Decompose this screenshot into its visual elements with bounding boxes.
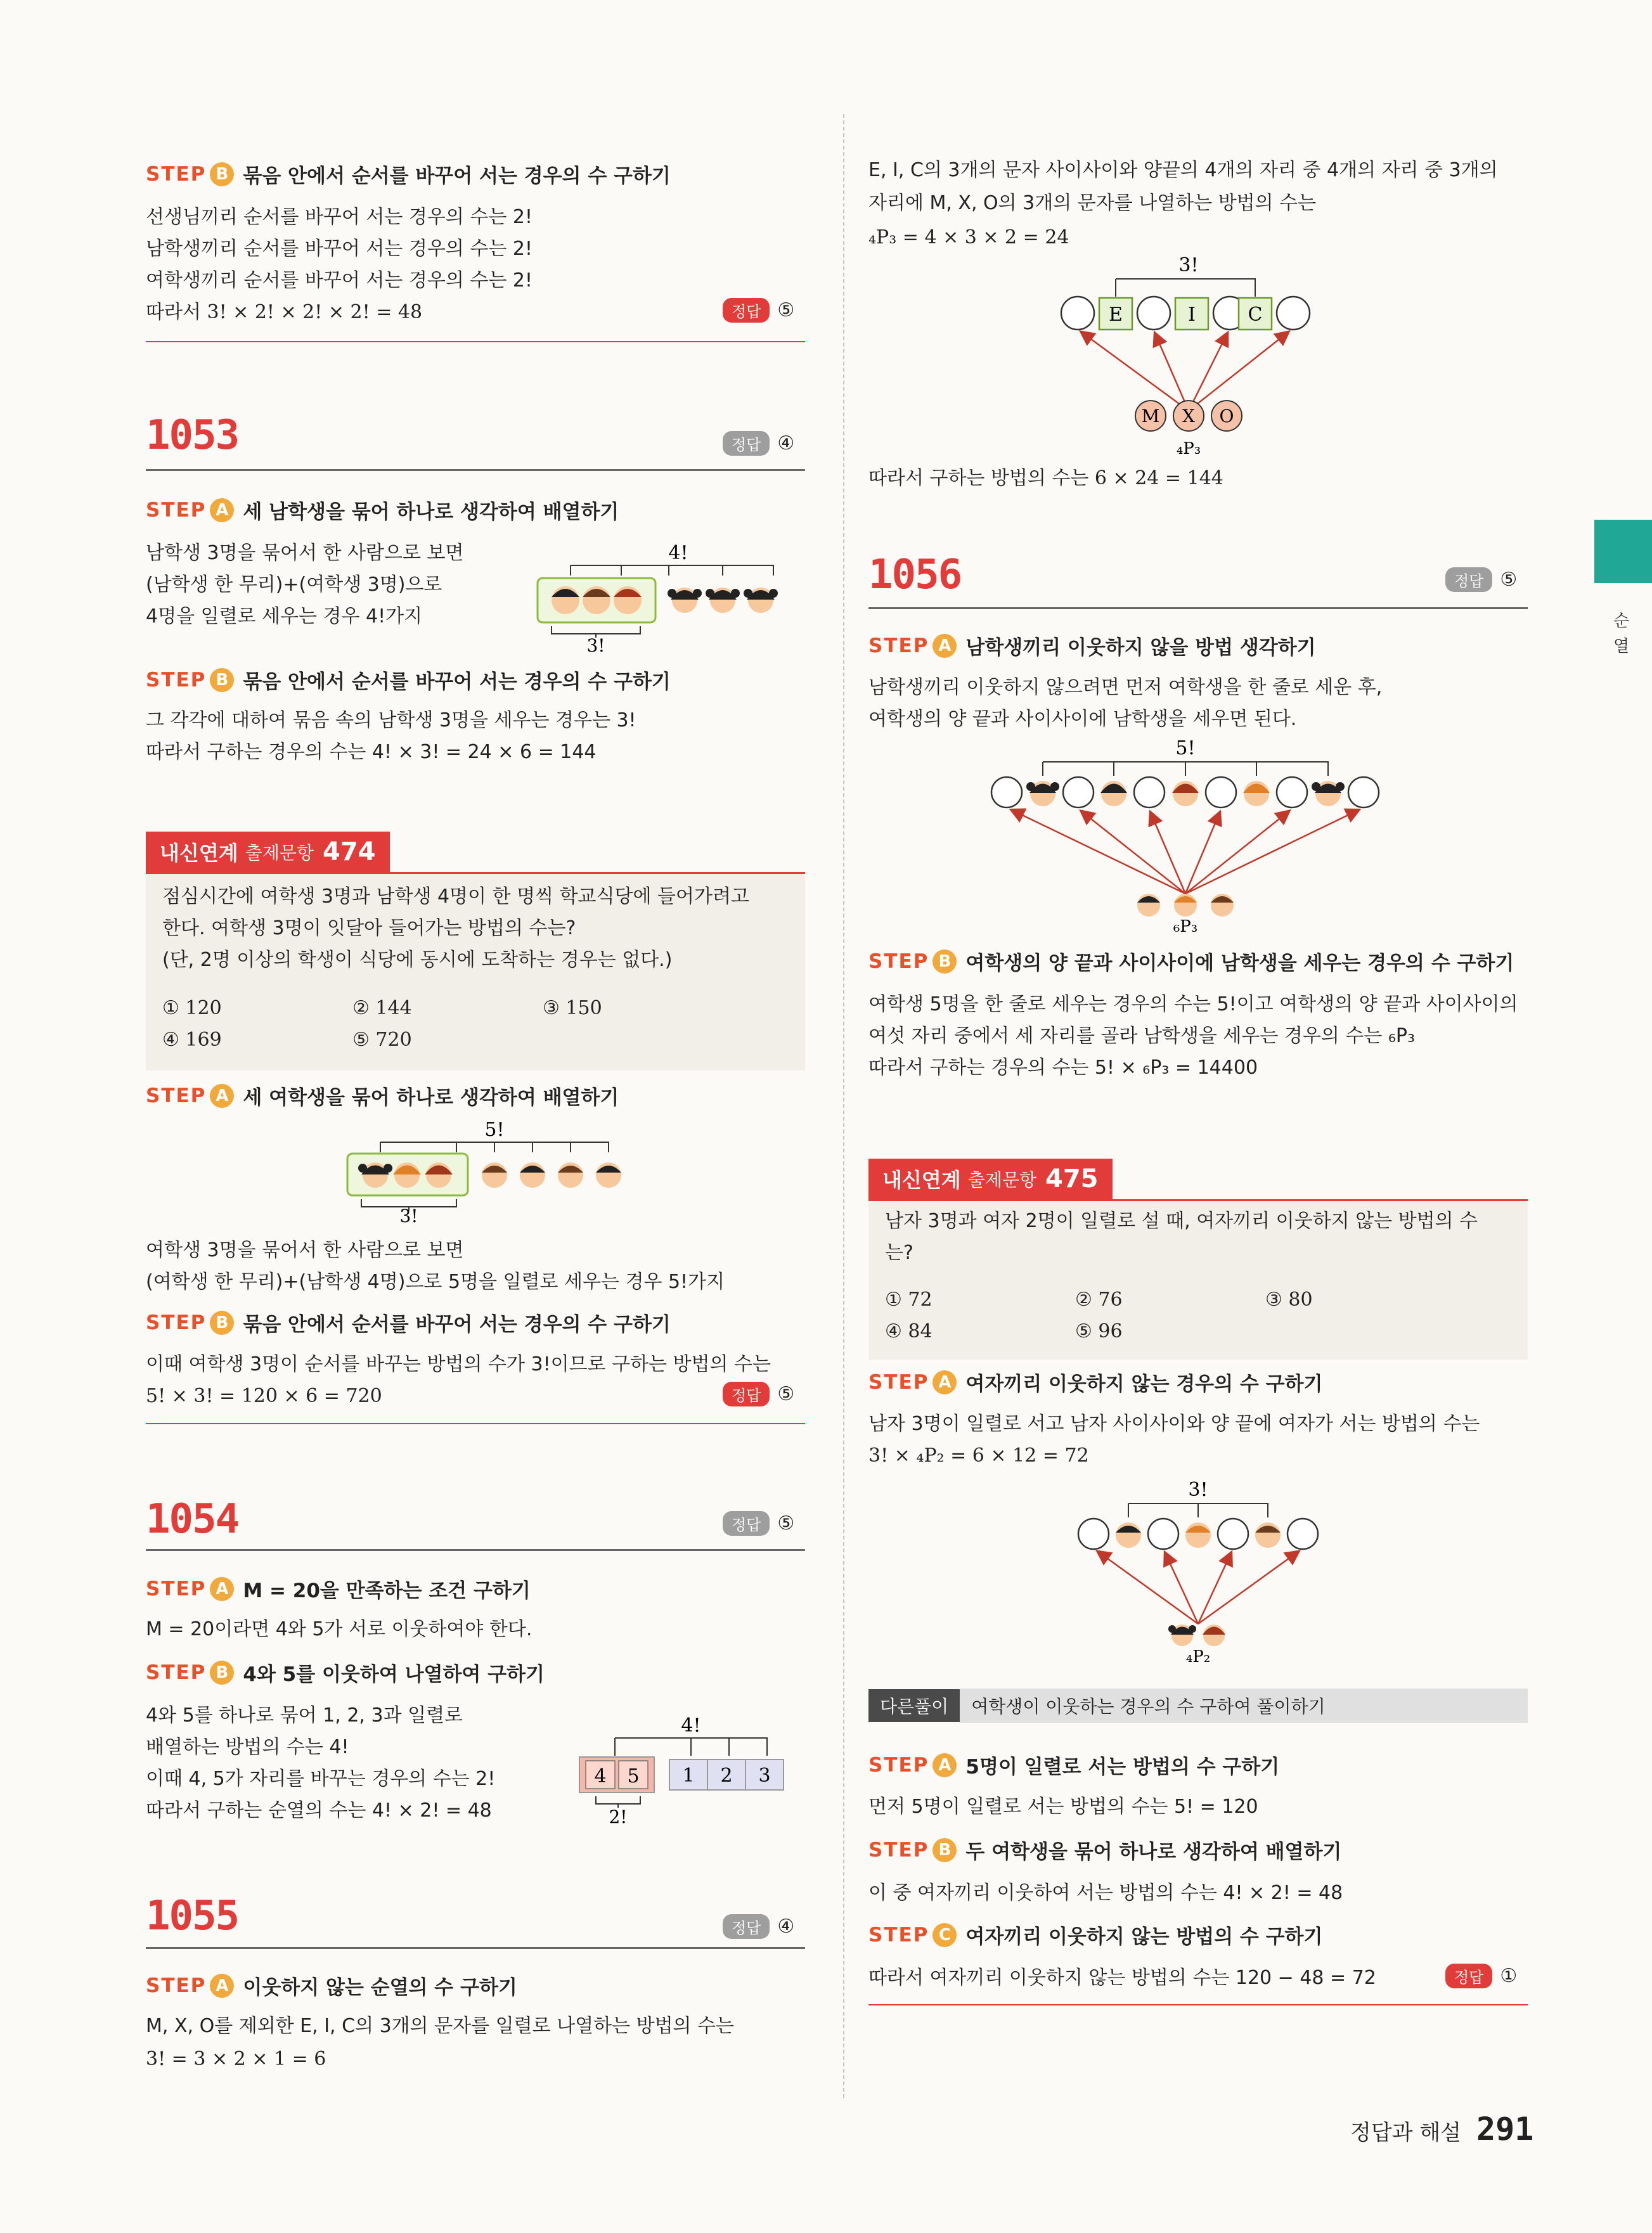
step-heading: STEP B 묶음 안에서 순서를 바꾸어 서는 경우의 수 구하기 bbox=[146, 1311, 671, 1336]
question-line: 한다. 여학생 3명이 잇달아 들어가는 방법의 수는? bbox=[162, 917, 576, 939]
text-line: 따라서 구하는 순열의 수는 4! × 2! = 48 bbox=[146, 1799, 492, 1822]
text-line: 남학생 3명을 묶어서 한 사람으로 보면 bbox=[146, 542, 464, 564]
problem-number: 1056 bbox=[868, 551, 962, 598]
boy-face-icon bbox=[552, 586, 579, 614]
boy-face-icon bbox=[482, 1162, 507, 1188]
answer-badge: 정답 ⑤ bbox=[1445, 567, 1517, 592]
fig-top-label: 3! bbox=[1178, 254, 1199, 276]
letter-box: C bbox=[1248, 304, 1263, 326]
step-heading: STEP A 남학생끼리 이웃하지 않을 방법 생각하기 bbox=[868, 634, 1316, 659]
slot-circle bbox=[1206, 777, 1236, 808]
letter-circle: O bbox=[1219, 406, 1234, 427]
step-heading: STEP A 세 여학생을 묶어 하나로 생각하여 배열하기 bbox=[146, 1084, 619, 1109]
slot-circle bbox=[1137, 297, 1170, 330]
problem-rule bbox=[146, 1947, 805, 1949]
chapter-tab-label: 순열 bbox=[1613, 612, 1630, 656]
text-line: 선생님끼리 순서를 바꾸어 서는 경우의 수는 2! bbox=[146, 206, 532, 228]
choice[interactable]: ⑤ 720 bbox=[352, 1029, 412, 1051]
problem-rule bbox=[868, 607, 1528, 609]
answer-badge: 정답 ⑤ bbox=[723, 1382, 794, 1406]
letter-circle: X bbox=[1182, 406, 1195, 427]
problem-rule bbox=[146, 469, 805, 471]
boy-face-icon bbox=[1116, 1522, 1141, 1548]
question-line: (단, 2명 이상의 학생이 식당에 동시에 도착하는 경우는 없다.) bbox=[162, 949, 673, 971]
boy-face-icon bbox=[614, 586, 642, 614]
fig-bottom-label: ₄P₃ bbox=[1176, 439, 1201, 458]
alternative-solution-header: 다른풀이 여학생이 이웃하는 경우의 수 구하여 풀이하기 bbox=[868, 1689, 1528, 1723]
step-heading: STEP B 묶음 안에서 순서를 바꾸어 서는 경우의 수 구하기 bbox=[146, 162, 671, 188]
text-line: E, I, C의 3개의 문자 사이사이와 양끝의 4개의 자리 중 4개의 자리 중 3개의 bbox=[868, 159, 1498, 181]
problem-rule bbox=[146, 1549, 805, 1551]
text-line: M = 20이라면 4와 5가 서로 이웃하여야 한다. bbox=[146, 1618, 532, 1640]
slot-circle bbox=[1348, 777, 1379, 808]
fig-top-label: 5! bbox=[484, 1119, 505, 1141]
choice[interactable]: ① 72 bbox=[885, 1289, 932, 1311]
digit: 5 bbox=[627, 1765, 640, 1787]
naesin-header: 내신연계 출제문항 474 bbox=[146, 832, 390, 872]
boy-face-icon bbox=[558, 1162, 583, 1188]
fig-top-label: 4! bbox=[668, 542, 688, 564]
letter-circle: M bbox=[1141, 406, 1160, 427]
slot-circle bbox=[991, 777, 1022, 808]
fig-bottom-label: ₆P₃ bbox=[1173, 917, 1198, 936]
text-line: 따라서 구하는 경우의 수는 5! × ₆P₃ = 14400 bbox=[868, 1057, 1258, 1079]
footer-label: 정답과 해설 bbox=[1350, 2120, 1462, 2146]
answer-badge: 정답 ① bbox=[1445, 1964, 1517, 1988]
question-line: 점심시간에 여학생 3명과 남학생 4명이 한 명씩 학교식당에 들어가려고 bbox=[162, 885, 749, 908]
girl-face-icon bbox=[744, 588, 778, 613]
problem-number: 1055 bbox=[146, 1893, 239, 1940]
text-line: 여학생 5명을 한 줄로 세우는 경우의 수는 5!이고 여학생의 양 끝과 사이사이의 bbox=[868, 993, 1518, 1015]
answer-badge: 정답 ⑤ bbox=[723, 1511, 794, 1536]
boy-face-icon bbox=[1185, 1522, 1211, 1548]
girl-face-icon bbox=[1172, 781, 1199, 806]
digit: 4 bbox=[594, 1765, 607, 1787]
choice[interactable]: ⑤ 96 bbox=[1075, 1320, 1123, 1342]
text-line: 따라서 구하는 경우의 수는 4! × 3! = 24 × 6 = 144 bbox=[146, 741, 597, 763]
slot-circle bbox=[1148, 1519, 1178, 1549]
text-line: 그 각각에 대하여 묶음 속의 남학생 3명을 세우는 경우는 3! bbox=[146, 709, 636, 731]
text-line: 남학생끼리 이웃하지 않으려면 먼저 여학생을 한 줄로 세운 후, bbox=[868, 676, 1383, 698]
alternating-seating-figure bbox=[983, 735, 1388, 938]
question-line: 는? bbox=[885, 1242, 913, 1264]
chapter-tab[interactable] bbox=[1594, 520, 1652, 583]
text-line: 배열하는 방법의 수는 4! bbox=[146, 1736, 349, 1758]
text-line: 이때 4, 5가 자리를 바꾸는 경우의 수는 2! bbox=[146, 1768, 496, 1790]
grouping-figure-474 bbox=[342, 1116, 634, 1223]
slot-circle bbox=[1277, 297, 1310, 330]
text-line: 4명을 일렬로 세우는 경우 4!가지 bbox=[146, 605, 423, 627]
step-heading: STEP B 묶음 안에서 순서를 바꾸어 서는 경우의 수 구하기 bbox=[146, 668, 671, 693]
text-line: 따라서 여자끼리 이웃하지 않는 방법의 수는 120 − 48 = 72 bbox=[868, 1967, 1376, 1989]
answer-badge: 정답 ④ bbox=[723, 1914, 794, 1939]
men-women-seating-figure bbox=[1059, 1477, 1338, 1667]
boy-face-icon bbox=[1255, 1522, 1281, 1548]
section-end-line bbox=[868, 2004, 1528, 2005]
step-heading: STEP B 4와 5를 이웃하여 나열하여 구하기 bbox=[146, 1661, 545, 1686]
fig-bottom-label: ₄P₂ bbox=[1185, 1647, 1211, 1666]
slot-circle bbox=[1063, 777, 1094, 808]
text-line: 먼저 5명이 일렬로 서는 방법의 수는 5! = 120 bbox=[868, 1796, 1258, 1818]
letter-box: I bbox=[1188, 304, 1196, 326]
boy-face-icon bbox=[583, 586, 610, 614]
slot-circle bbox=[1061, 297, 1094, 330]
letter-box: E bbox=[1109, 304, 1123, 326]
choice[interactable]: ① 120 bbox=[162, 997, 222, 1019]
girl-face-icon bbox=[1100, 781, 1127, 806]
text-line: 남학생끼리 순서를 바꾸어 서는 경우의 수는 2! bbox=[146, 238, 532, 260]
text-line: 여학생끼리 순서를 바꾸어 서는 경우의 수는 2! bbox=[146, 269, 532, 292]
section-end-line bbox=[146, 1423, 805, 1424]
boy-face-icon bbox=[1211, 894, 1234, 917]
grouping-figure-1053 bbox=[532, 539, 799, 653]
boy-face-icon bbox=[1137, 894, 1160, 917]
fig-top-label: 4! bbox=[681, 1715, 701, 1737]
digit: 1 bbox=[682, 1765, 695, 1787]
page-number: 291 bbox=[1476, 2111, 1534, 2147]
step-heading: STEP A 세 남학생을 묶어 하나로 생각하여 배열하기 bbox=[146, 498, 619, 524]
choice[interactable]: ③ 80 bbox=[1265, 1289, 1313, 1311]
choice[interactable]: ④ 169 bbox=[162, 1029, 222, 1051]
choice[interactable]: ② 144 bbox=[352, 997, 412, 1019]
text-line: 4와 5를 하나로 묶어 1, 2, 3과 일렬로 bbox=[146, 1704, 463, 1727]
fig-bottom-label: 2! bbox=[609, 1806, 628, 1827]
fig-top-label: 3! bbox=[1188, 1479, 1208, 1501]
choice[interactable]: ④ 84 bbox=[885, 1320, 932, 1342]
text-line: 여학생 3명을 묶어서 한 사람으로 보면 bbox=[146, 1239, 464, 1261]
text-line: 따라서 구하는 방법의 수는 6 × 24 = 144 bbox=[868, 467, 1223, 489]
page-footer bbox=[1350, 2111, 1533, 2147]
step-heading: STEP A M = 20을 만족하는 조건 구하기 bbox=[146, 1577, 531, 1602]
girl-face-icon bbox=[706, 588, 740, 613]
step-heading: STEP A 여자끼리 이웃하지 않는 경우의 수 구하기 bbox=[868, 1370, 1323, 1396]
text-line: M, X, O를 제외한 E, I, C의 3개의 문자를 일렬로 나열하는 방법의 수는 bbox=[146, 2015, 735, 2037]
digit: 3 bbox=[758, 1765, 771, 1787]
step-heading: STEP A 5명이 일렬로 서는 방법의 수 구하기 bbox=[868, 1753, 1280, 1779]
girl-face-icon bbox=[1026, 781, 1059, 806]
section-end-line bbox=[146, 341, 805, 342]
fig-top-label: 5! bbox=[1175, 737, 1196, 759]
girl-face-icon bbox=[1312, 781, 1345, 806]
answer-badge: 정답 ④ bbox=[723, 431, 794, 456]
text-line: 여섯 자리 중에서 세 자리를 골라 남학생을 세우는 경우의 수는 ₆P₃ bbox=[868, 1025, 1416, 1047]
text-line: 남자 3명이 일렬로 서고 남자 사이사이와 양 끝에 여자가 서는 방법의 수는 bbox=[868, 1413, 1480, 1435]
problem-number: 1053 bbox=[146, 412, 239, 459]
step-heading: STEP B 여학생의 양 끝과 사이사이에 남학생을 세우는 경우의 수 구하기 bbox=[868, 949, 1514, 975]
text-line: 따라서 3! × 2! × 2! × 2! = 48 bbox=[146, 301, 423, 323]
text-line: 이때 여학생 3명이 순서를 바꾸는 방법의 수가 3!이므로 구하는 방법의 수는 bbox=[146, 1353, 771, 1375]
text-line: 5! × 3! = 120 × 6 = 720 bbox=[146, 1385, 382, 1407]
answer-badge: 정답 ⑤ bbox=[723, 298, 794, 323]
boy-face-icon bbox=[520, 1162, 545, 1188]
text-line: 3! × ₄P₂ = 6 × 12 = 72 bbox=[868, 1445, 1089, 1467]
problem-number: 1054 bbox=[146, 1496, 239, 1543]
slot-circle bbox=[1218, 1519, 1248, 1549]
text-line: 여학생의 양 끝과 사이사이에 남학생을 세우면 된다. bbox=[868, 708, 1297, 730]
choice[interactable]: ③ 150 bbox=[543, 997, 602, 1019]
boy-face-icon bbox=[1174, 894, 1197, 917]
slot-circle bbox=[1078, 1519, 1109, 1549]
girl-face-icon bbox=[1203, 1625, 1225, 1646]
slot-circle bbox=[1287, 1519, 1318, 1549]
digit-box-figure bbox=[577, 1711, 792, 1838]
boy-face-icon bbox=[596, 1162, 621, 1188]
slot-circle bbox=[1277, 777, 1307, 808]
girl-face-icon bbox=[1168, 1625, 1196, 1646]
slot-circle bbox=[1134, 777, 1165, 808]
text-line: (남학생 한 무리)+(여학생 3명)으로 bbox=[146, 574, 442, 596]
text-line: 3! = 3 × 2 × 1 = 6 bbox=[146, 2048, 326, 2070]
text-line: (여학생 한 무리)+(남학생 4명)으로 5명을 일렬로 세우는 경우 5!가지 bbox=[146, 1271, 725, 1293]
text-line: ₄P₃ = 4 × 3 × 2 = 24 bbox=[868, 226, 1069, 248]
step-heading: STEP C 여자끼리 이웃하지 않는 방법의 수 구하기 bbox=[868, 1923, 1323, 1948]
girl-face-icon bbox=[668, 588, 702, 613]
girl-face-icon bbox=[1243, 781, 1270, 806]
choice[interactable]: ② 76 bbox=[1075, 1289, 1123, 1311]
step-heading: STEP B 두 여학생을 묶어 하나로 생각하여 배열하기 bbox=[868, 1838, 1342, 1863]
letters-arrangement-figure bbox=[1059, 252, 1325, 461]
text-line: 자리에 M, X, O의 3개의 문자를 나열하는 방법의 수는 bbox=[868, 192, 1317, 214]
digit: 2 bbox=[720, 1765, 733, 1787]
fig-bottom-label: 3! bbox=[399, 1206, 418, 1223]
fig-bottom-label: 3! bbox=[586, 635, 605, 653]
column-divider bbox=[843, 114, 844, 2098]
step-heading: STEP A 이웃하지 않는 순열의 수 구하기 bbox=[146, 1974, 517, 1999]
text-line: 이 중 여자끼리 이웃하여 서는 방법의 수는 4! × 2! = 48 bbox=[868, 1882, 1343, 1904]
naesin-header: 내신연계 출제문항 475 bbox=[868, 1159, 1113, 1199]
question-line: 남자 3명과 여자 2명이 일렬로 설 때, 여자끼리 이웃하지 않는 방법의 수 bbox=[885, 1210, 1478, 1232]
